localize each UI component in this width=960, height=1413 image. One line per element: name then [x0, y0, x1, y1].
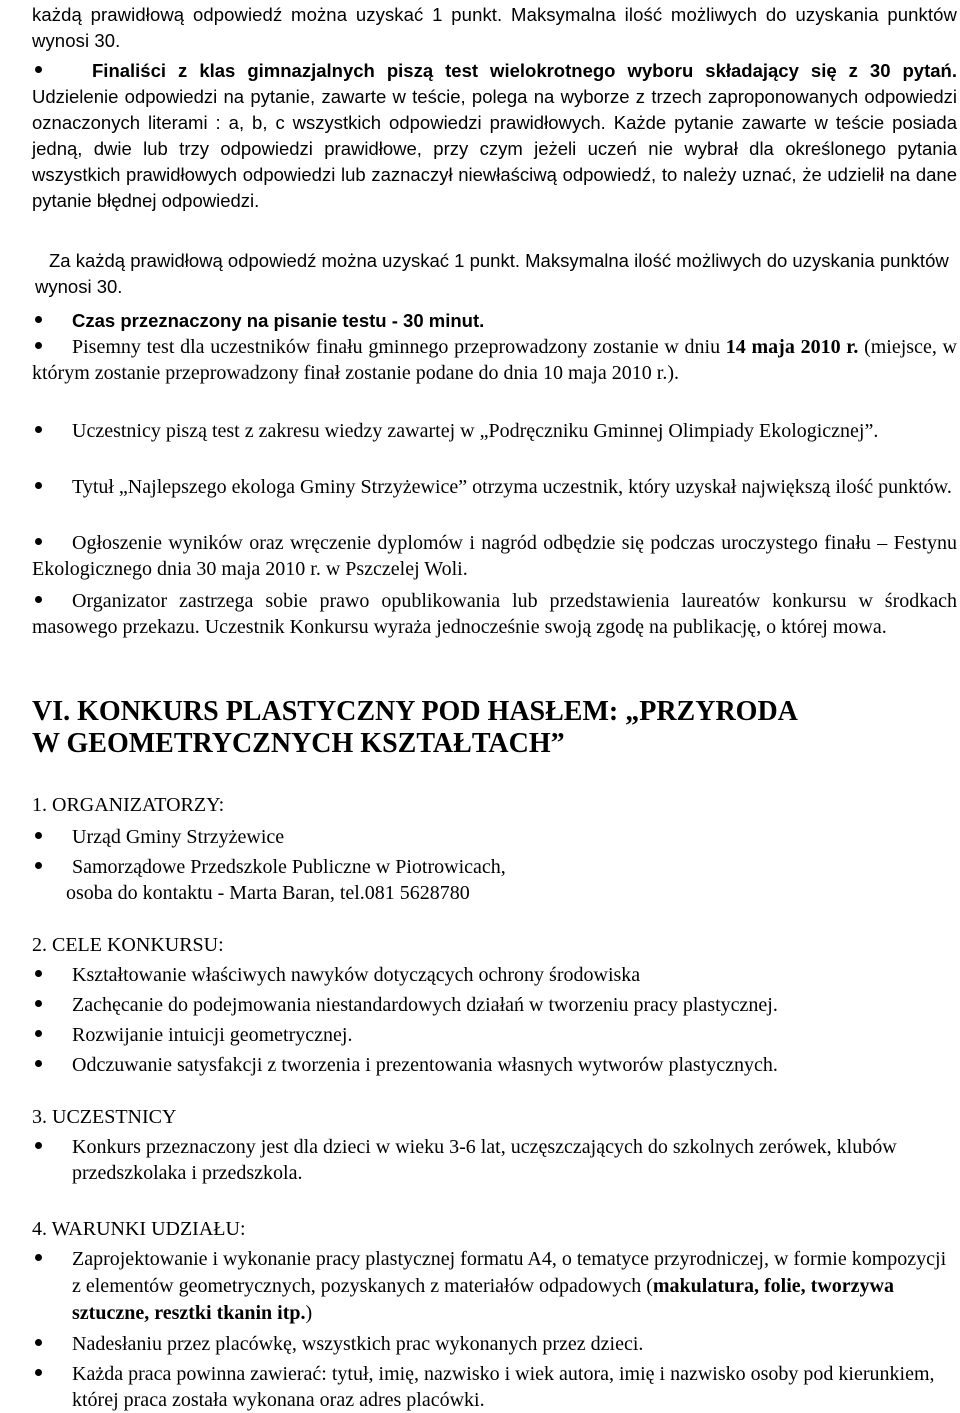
condition-item-2: Nadesłaniu przez placówkę, wszystkich prac wykonanych przez dzieci. [32, 1331, 957, 1357]
condition-item-1-bold: makulatura, folie, tworzywa sztuczne, resztki tkanin itp. [72, 1275, 894, 1324]
scope-bullet [32, 418, 957, 444]
condition-item-1-b: ) [305, 1302, 313, 1324]
results-text: Ogłoszenie wyników oraz wręczenie dyplomów i nagród odbędzie się podczas uroczystego finału – Festynu Ekologicznego dnia 30 maja 2010 r. w Pszczelej Woli. [32, 532, 957, 580]
points-text-top: każdą prawidłową odpowiedź można uzyskać 1 punkt. Maksymalna ilość możliwych do uzyskania punktów wynosi 30. [32, 4, 957, 51]
participants-heading: 3. UCZESTNICY [32, 1106, 177, 1128]
written-test-text [32, 334, 957, 386]
finalists-bullet [32, 58, 957, 214]
written-test-date: 14 maja 2010 r. [725, 336, 859, 358]
goal-item: Odczuwanie satysfakcji z tworzenia i prezentowania własnych wytworów plastycznych. [32, 1052, 957, 1078]
organizer-item-2: Samorządowe Przedszkole Publiczne w Piotrowicach, [32, 854, 957, 880]
time-bold: Czas przeznaczony na pisanie testu - 30 minut. [72, 310, 485, 331]
scope-text: Uczestnicy piszą test z zakresu wiedzy zawartej w „Podręczniku Gminnej Olimpiady Ekologicznej”. [32, 418, 957, 444]
time-text [32, 308, 957, 334]
points-paragraph [32, 248, 957, 300]
points-text: Za każdą prawidłową odpowiedź można uzyskać 1 punkt. Maksymalna ilość możliwych do uzyskania punktów wynosi 30. [35, 250, 949, 297]
goals-section [32, 932, 957, 1078]
finalists-text [32, 58, 957, 214]
section-6-heading [32, 696, 957, 760]
finalists-rest: Udzielenie odpowiedzi na pytanie, zawarte w teście, polega na wyborze z trzech zaproponowanych odpowiedzi oznaczonych literami : a, b, c wszystkich odpowiedzi prawidłowych. [32, 86, 957, 133]
organizers-heading: 1. ORGANIZATORZY: [32, 794, 225, 816]
award-text: Tytuł „Najlepszego ekologa Gminy Strzyżewice” otrzyma uczestnik, który uzyskał największą ilość punktów. [32, 474, 957, 500]
written-test-a: Pisemny test dla uczestników finału gminnego przeprowadzony zostanie w dniu [72, 336, 726, 358]
organizers-section [32, 792, 957, 906]
publish-bullet [32, 588, 957, 640]
goal-item: Kształtowanie właściwych nawyków dotyczących ochrony środowiska [32, 962, 957, 988]
participants-section [32, 1104, 957, 1186]
condition-item-1-a: Zaprojektowanie i wykonanie pracy plastycznej formatu A4, o tematyce przyrodniczej, w formie kompozycji z elementów geometrycznych, pozyskanych z materiałów odpadowych ( [72, 1248, 947, 1297]
organizer-item-1: Urząd Gminy Strzyżewice [32, 824, 957, 850]
finalists-tail: Każde pytanie zawarte w teście posiada jedną, dwie lub trzy odpowiedzi prawidłowe, przy czym jeżeli uczeń nie wybrał dla określonego pytania wszystkich prawidłowych odpowiedzi lub zaznaczył niewłaściwą odpowiedź, to należy uznać, że udzielił na dane pytanie błędnej odpowiedzi. [32, 112, 957, 211]
written-test-b: (miejsce, w którym zostanie przeprowadzony finał zostanie podane do dnia 10 maja 2010 r.). [32, 336, 957, 384]
goals-heading: 2. CELE KONKURSU: [32, 934, 224, 956]
condition-item-3: Każda praca powinna zawierać: tytuł, imię, nazwisko i wiek autora, imię i nazwisko osoby pod kierunkiem, której praca została wykonana oraz adres placówki. [32, 1361, 957, 1413]
participants-item: Konkurs przeznaczony jest dla dzieci w wieku 3-6 lat, uczęszczających do szkolnych zerówek, klubów przedszkolaka i przedszkola. [32, 1134, 957, 1186]
award-bullet [32, 474, 957, 500]
goal-item: Rozwijanie intuicji geometrycznej. [32, 1022, 957, 1048]
organizer-contact: osoba do kontaktu - Marta Baran, tel.081 5628780 [66, 882, 470, 904]
conditions-heading: 4. WARUNKI UDZIAŁU: [32, 1218, 246, 1240]
written-test-bullet [32, 334, 957, 386]
condition-item-1 [32, 1246, 957, 1327]
section-6-heading-line1: VI. KONKURS PLASTYCZNY POD HASŁEM: „PRZYRODA [32, 696, 798, 727]
points-paragraph-top [32, 2, 957, 54]
publish-text: Organizator zastrzega sobie prawo opublikowania lub przedstawienia laureatów konkursu w środkach masowego przekazu. Uczestnik Konkursu wyraża jednocześnie swoją zgodę na publikację, o której mowa. [32, 590, 957, 638]
results-bullet [32, 530, 957, 582]
conditions-section [32, 1216, 957, 1413]
finalists-bold: Finaliści z klas gimnazjalnych piszą test wielokrotnego wyboru składający się z 30 pytań. [92, 60, 957, 81]
time-bullet [32, 308, 957, 334]
section-6-heading-line2: W GEOMETRYCZNYCH KSZTAŁTACH” [32, 728, 565, 759]
goal-item: Zachęcanie do podejmowania niestandardowych działań w tworzeniu pracy plastycznej. [32, 992, 957, 1018]
